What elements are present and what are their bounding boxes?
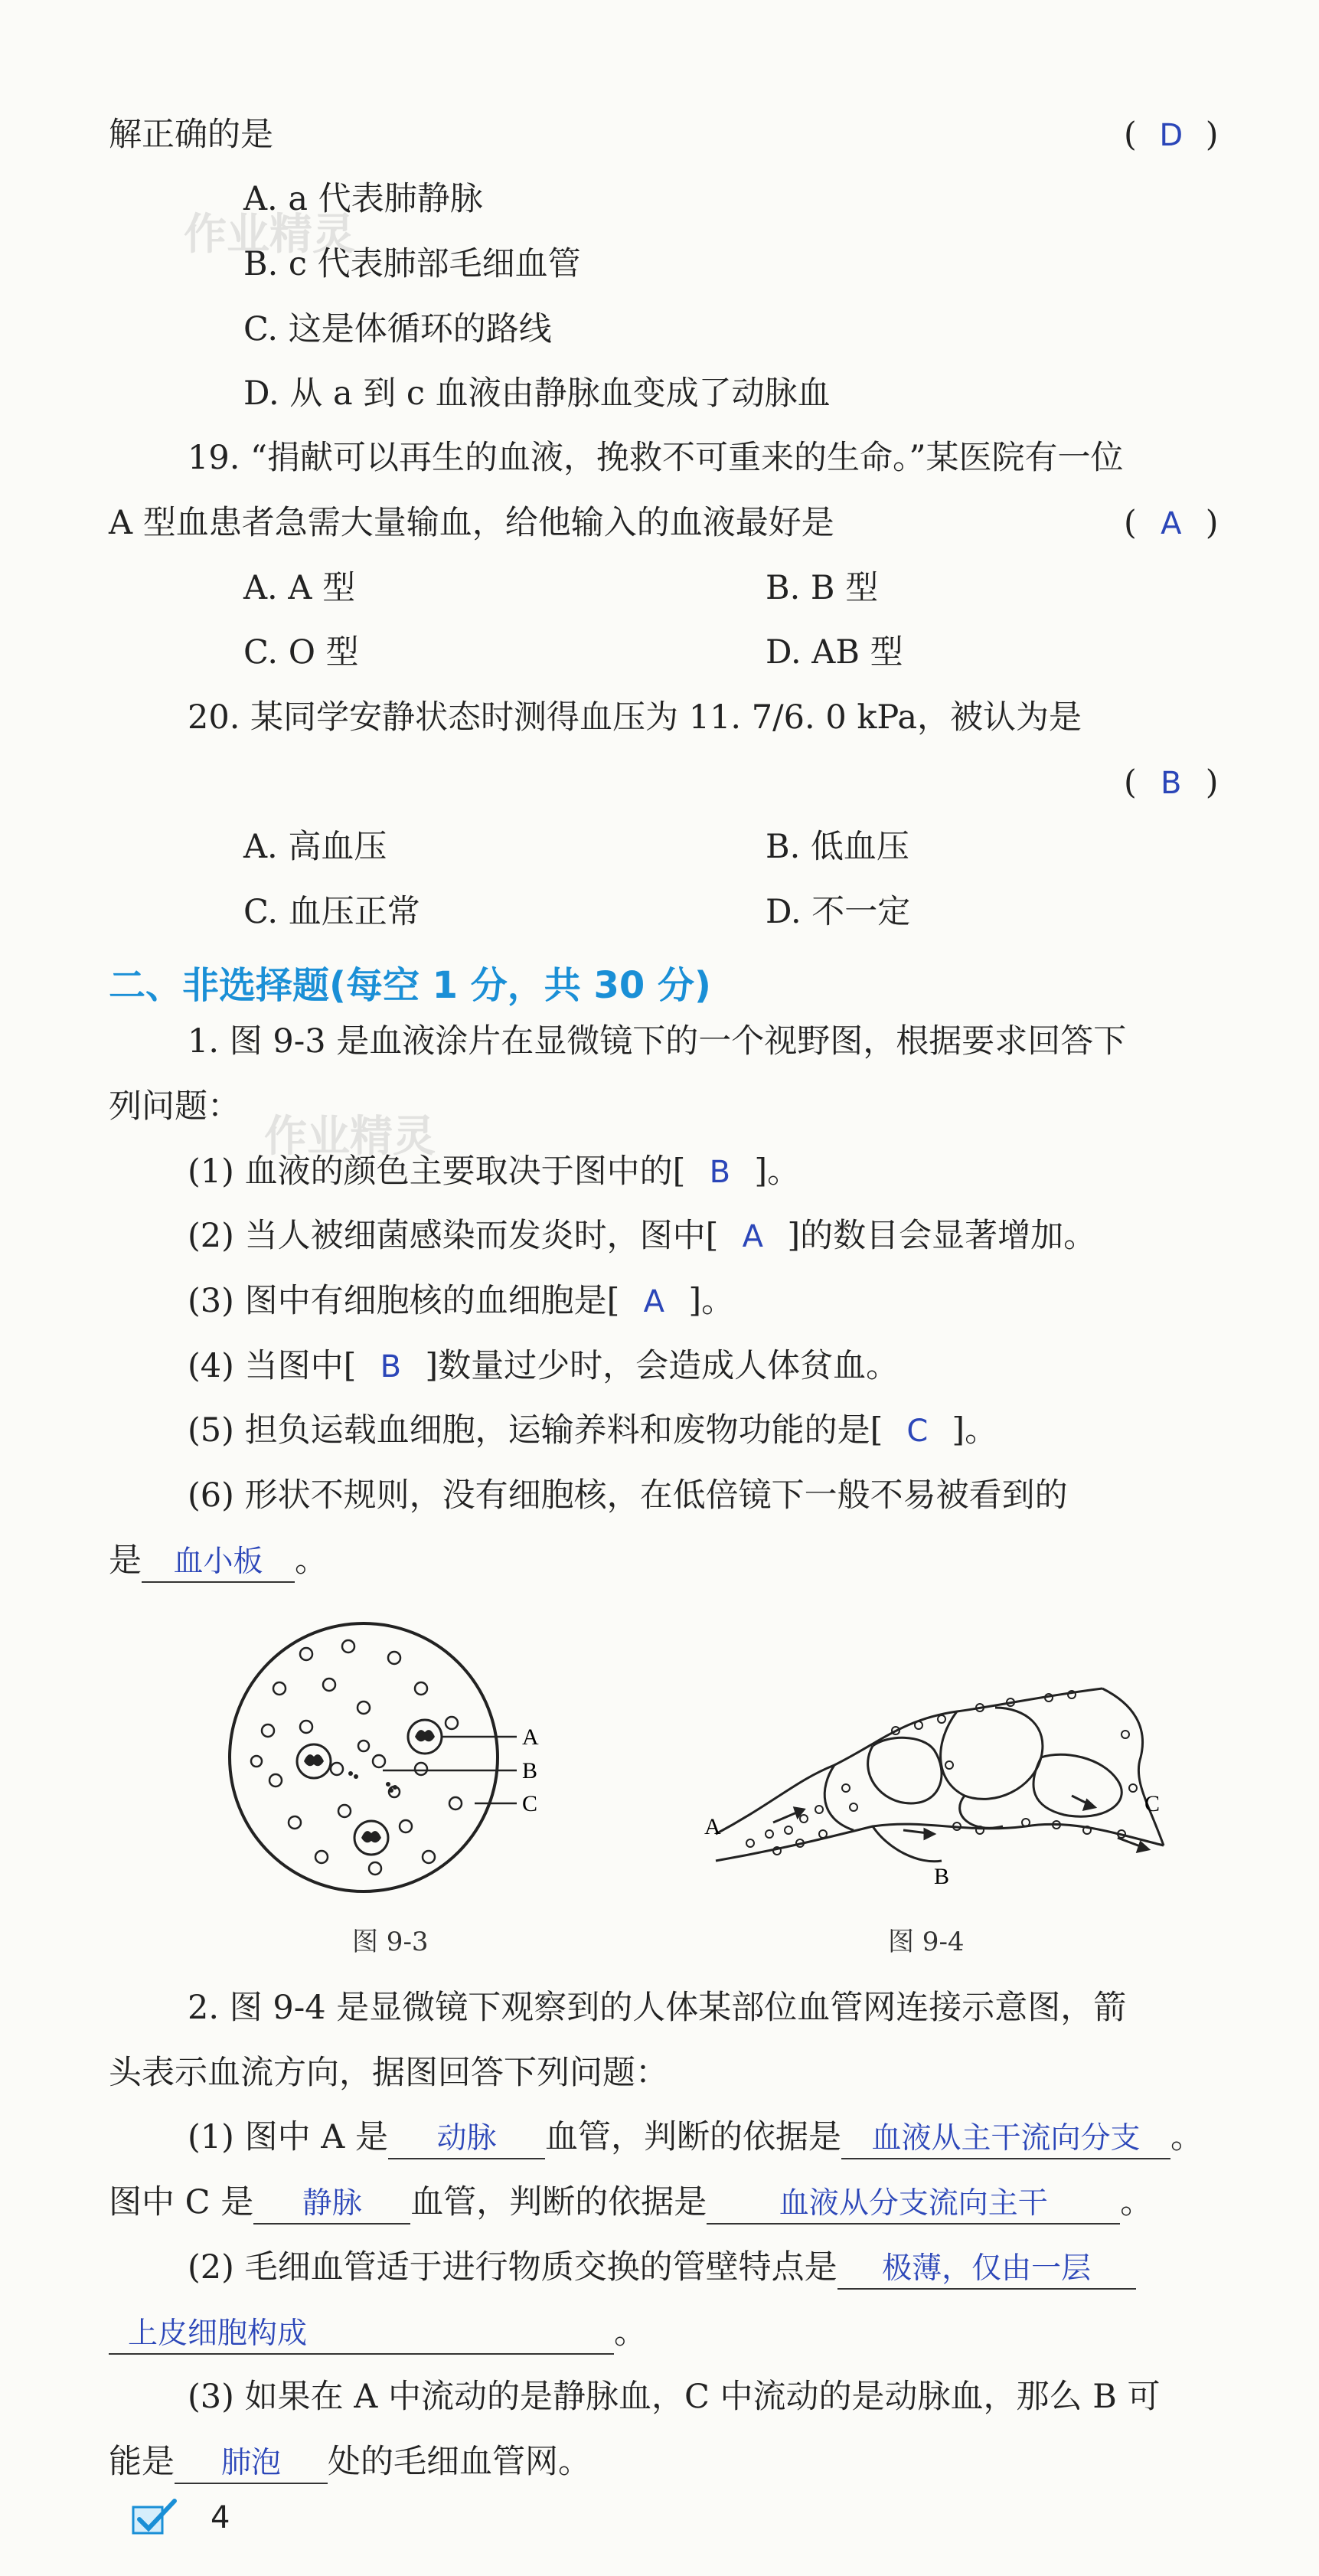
p2-sub1-answer2: 血液从主干流向分支 <box>871 2121 1141 2156</box>
q19-option-c: C. O 型 <box>243 633 359 672</box>
fig94-label-a: A <box>704 1814 721 1839</box>
p2-stem-line2: 头表示血流方向，据图回答下列问题： <box>109 2054 668 2092</box>
p1-sub4-answer: B <box>380 1349 402 1384</box>
p2-sub2-answer2: 上皮细胞构成 <box>128 2316 308 2351</box>
p1-sub6-answer: 血小板 <box>173 1545 263 1579</box>
p2-sub1b-answer1: 静脉 <box>302 2186 362 2221</box>
q19-option-a: A. A 型 <box>243 569 356 607</box>
q19-stem-line2: A 型血患者急需大量输血，给他输入的血液最好是 <box>109 504 834 542</box>
p1-sub3: (3) 图中有细胞核的血细胞是[ A ]。 <box>188 1280 734 1323</box>
watermark: 作业精灵 <box>184 210 355 260</box>
p1-sub2-answer: A <box>742 1219 764 1254</box>
p2-sub1b-answer2: 血液从分支流向主干 <box>779 2186 1048 2221</box>
p1-sub1-answer: B <box>709 1155 731 1190</box>
q18-stem: 解正确的是 <box>109 116 273 154</box>
q19-stem-line1: 19. “捐献可以再生的血液，挽救不可重来的生命。”某医院有一位 <box>188 439 1124 477</box>
p2-sub2-line2: 上皮细胞构成 。 <box>109 2311 647 2355</box>
p1-sub1: (1) 血液的颜色主要取决于图中的[ B ]。 <box>188 1150 800 1194</box>
p1-stem-line2: 列问题： <box>109 1087 240 1126</box>
p2-sub2-answer1: 极薄，仅由一层 <box>882 2251 1092 2286</box>
page-number: 4 <box>211 2500 230 2535</box>
q18-option-a: A. a 代表肺静脉 <box>243 180 483 218</box>
figure-9-3-caption: 图 9-3 <box>352 1927 429 1957</box>
fig93-label-c: C <box>522 1791 538 1816</box>
p1-sub2: (2) 当人被细菌感染而发炎时，图中[ A ]的数目会显著增加。 <box>188 1214 1096 1258</box>
figure-9-4 <box>704 1673 1179 1888</box>
q18-option-d: D. 从 a 到 c 血液由静脉血变成了动脉血 <box>243 374 831 413</box>
p1-sub6-line2: 是 血小板 。 <box>109 1539 328 1583</box>
p1-stem-line1: 1. 图 9-3 是血液涂片在显微镜下的一个视野图，根据要求回答下 <box>188 1022 1127 1061</box>
q20-option-b: B. 低血压 <box>766 828 909 866</box>
q18-option-b: B. c 代表肺部毛细血管 <box>243 245 581 283</box>
p1-sub6-line1: (6) 形状不规则，没有细胞核，在低倍镜下一般不易被看到的 <box>188 1476 1068 1515</box>
q20-option-c: C. 血压正常 <box>243 893 420 931</box>
q18-answer: D <box>1159 118 1184 153</box>
q19-option-d: D. AB 型 <box>766 633 903 672</box>
q18-answer-paren: ( D ) <box>1124 113 1219 157</box>
fig93-label-a: A <box>522 1724 539 1750</box>
p1-sub5: (5) 担负运载血细胞，运输养料和废物功能的是[ C ]。 <box>188 1409 997 1453</box>
p1-sub3-answer: A <box>643 1284 665 1319</box>
p1-sub5-answer: C <box>906 1414 929 1449</box>
q19-answer-paren: ( A ) <box>1124 502 1219 545</box>
q20-option-d: D. 不一定 <box>766 893 911 931</box>
q20-option-a: A. 高血压 <box>243 828 387 866</box>
p2-sub3-answer: 肺泡 <box>220 2446 281 2480</box>
q19-answer: A <box>1161 506 1182 541</box>
p2-sub3-line2: 能是 肺泡 处的毛细血管网。 <box>109 2440 591 2484</box>
fig94-label-b: B <box>934 1864 950 1888</box>
section-title: 二、非选择题(每空 1 分，共 30 分) <box>109 964 711 1007</box>
q20-answer-paren: ( B ) <box>1124 761 1219 805</box>
p1-sub4: (4) 当图中[ B ]数量过少时，会造成人体贫血。 <box>188 1345 899 1388</box>
p2-sub3-line1: (3) 如果在 A 中流动的是静脉血，C 中流动的是动脉血，那么 B 可 <box>188 2378 1161 2416</box>
fig93-label-b: B <box>522 1758 538 1783</box>
q18-option-c: C. 这是体循环的路线 <box>243 310 552 348</box>
p2-sub1b: 图中 C 是 静脉 血管，判断的依据是 血液从分支流向主干 。 <box>109 2181 1153 2225</box>
q19-option-b: B. B 型 <box>766 569 879 607</box>
fig94-label-c: C <box>1144 1791 1161 1816</box>
checkbox-icon <box>130 2498 178 2536</box>
p2-sub1: (1) 图中 A 是 动脉 血管，判断的依据是 血液从主干流向分支 。 <box>188 2116 1203 2159</box>
watermark: 作业精灵 <box>264 1112 436 1162</box>
figure-9-3 <box>222 1616 559 1899</box>
p2-sub1-answer1: 动脉 <box>436 2121 497 2156</box>
q20-answer: B <box>1161 766 1182 801</box>
p2-sub2: (2) 毛细血管适于进行物质交换的管壁特点是 极薄，仅由一层 <box>188 2246 1136 2290</box>
p2-stem-line1: 2. 图 9-4 是显微镜下观察到的人体某部位血管网连接示意图，箭 <box>188 1989 1127 2027</box>
q20-stem: 20. 某同学安静状态时测得血压为 11. 7/6. 0 kPa，被认为是 <box>188 698 1082 737</box>
figure-9-4-caption: 图 9-4 <box>888 1927 965 1957</box>
